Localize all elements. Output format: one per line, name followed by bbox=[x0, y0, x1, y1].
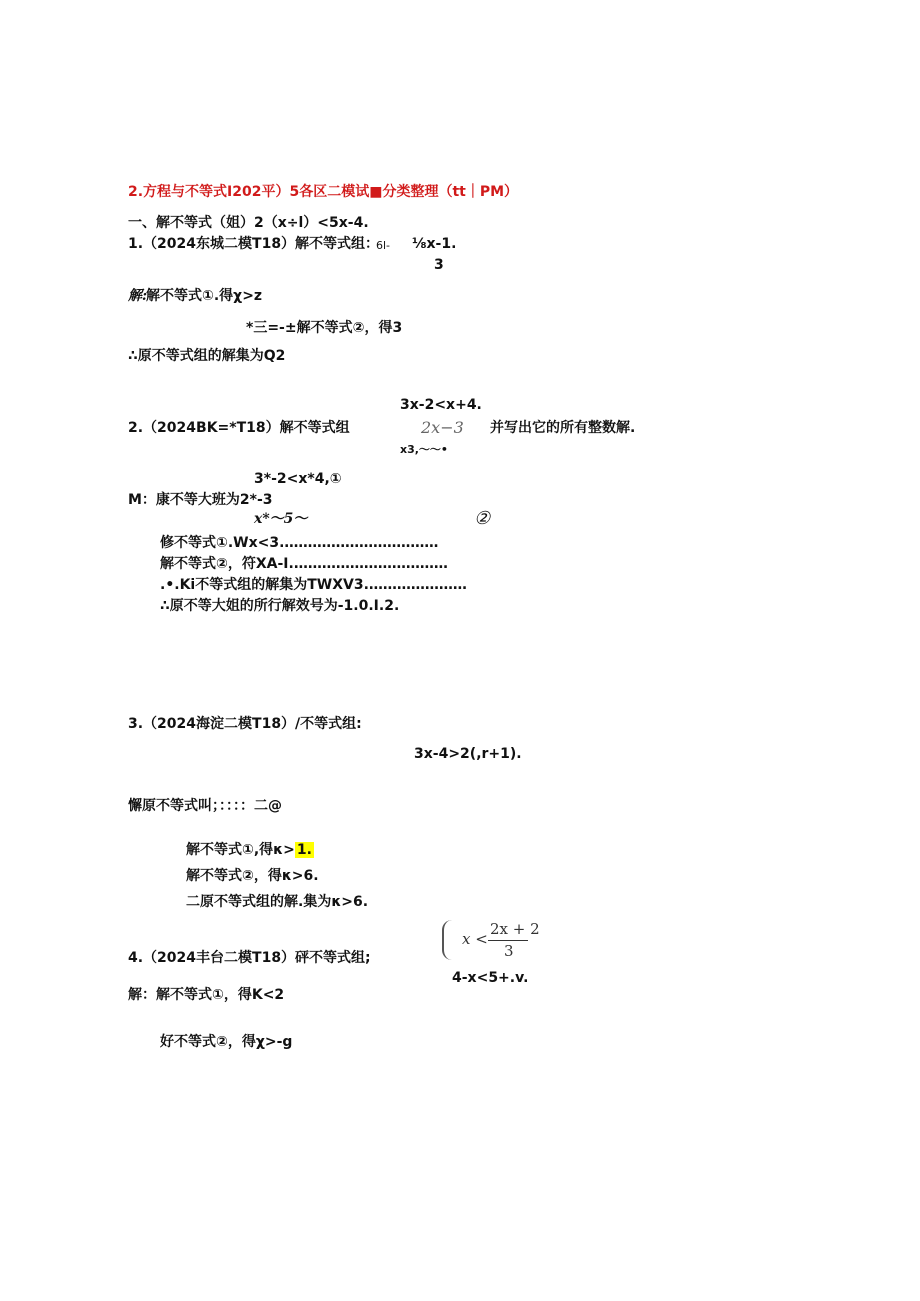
problem-3-system: 3x-4>2(,r+1). bbox=[414, 746, 522, 762]
problem-2-system-top: 3x-2<x+4. bbox=[400, 397, 482, 413]
problem-1-solution-conclusion: ∴原不等式组的解集为Q2 bbox=[128, 348, 286, 364]
problem-1-system-b: ⅛x-1. bbox=[412, 236, 457, 252]
problem-4-system-bottom: 4-x<5+.v. bbox=[452, 970, 529, 986]
problem-1-solution-step-2: *三=-±解不等式②，得3 bbox=[246, 320, 403, 336]
problem-3-header: 3.（2024海淀二模T18）/不等式组: bbox=[128, 716, 362, 732]
fraction-bar bbox=[488, 940, 528, 941]
fraction-numerator: 2x + 2 bbox=[490, 920, 540, 938]
problem-1-system-a: 6l- bbox=[376, 239, 391, 252]
problem-2-system-mid: 2x−3 bbox=[421, 418, 464, 437]
section-heading: 一、解不等式（姐）2（x÷l）<5x-4. bbox=[128, 215, 369, 231]
fraction-lhs: x < bbox=[462, 930, 488, 948]
problem-2-solution-label: M：康不等大班为2*-3 bbox=[128, 492, 273, 508]
problem-3-solution-step-1 bbox=[186, 842, 314, 859]
problem-3-step-1-text: 解不等式①,得κ> bbox=[186, 842, 295, 858]
fraction-denominator: 3 bbox=[504, 942, 514, 960]
problem-2-solution-system-top: 3*-2<x*4,① bbox=[254, 471, 342, 487]
problem-2-solution-step-2: 解不等式②，符XA-I.…………………………… bbox=[160, 556, 448, 572]
problem-2-system-bottom: x3,～～• bbox=[400, 443, 448, 456]
problem-2-solution-step-1: 修不等式①.Wx<3.…………………………… bbox=[160, 535, 439, 551]
problem-3-solution-step-2: 解不等式②，得κ>6. bbox=[186, 868, 319, 884]
problem-3-solution-conclusion: 二原不等式组的解.集为κ>6. bbox=[186, 894, 369, 910]
highlighted-value: 1. bbox=[296, 842, 312, 858]
problem-1-solution-label: 解: bbox=[128, 288, 148, 304]
problem-1-system-c: 3 bbox=[434, 257, 444, 273]
problem-4-solution-step-2: 好不等式②，得χ>-g bbox=[160, 1034, 293, 1050]
problem-3-solution-label: 懈原不等式叫；：：：：二@ bbox=[128, 798, 282, 814]
circled-two-icon: ② bbox=[474, 508, 491, 529]
problem-1-header: 1.（2024东城二模T18）解不等式组： bbox=[128, 236, 380, 252]
problem-2-instruction: 并写出它的所有整数解. bbox=[490, 420, 636, 436]
problem-1-solution-step-1: 解不等式①.得χ>z bbox=[146, 288, 263, 304]
problem-2-header: 2.（2024BK=*T18）解不等式组 bbox=[128, 420, 350, 436]
problem-4-solution-step-1: 解：解不等式①，得K<2 bbox=[128, 987, 285, 1003]
problem-2-solution-conclusion: ∴原不等大姐的所行解效号为-1.0.I.2. bbox=[160, 598, 400, 614]
problem-2-solution-step-3: .•.Ki不等式组的解集为TWXV3.………………… bbox=[160, 577, 467, 593]
system-brace bbox=[442, 920, 456, 960]
page-title: 2.方程与不等式I202平）5各区二模试■分类整理（tt｜PM） bbox=[128, 184, 519, 200]
problem-4-header: 4.（2024丰台二模T18）砰不等式组; bbox=[128, 950, 371, 966]
problem-2-solution-system-bottom: x*～5～ bbox=[254, 511, 308, 527]
